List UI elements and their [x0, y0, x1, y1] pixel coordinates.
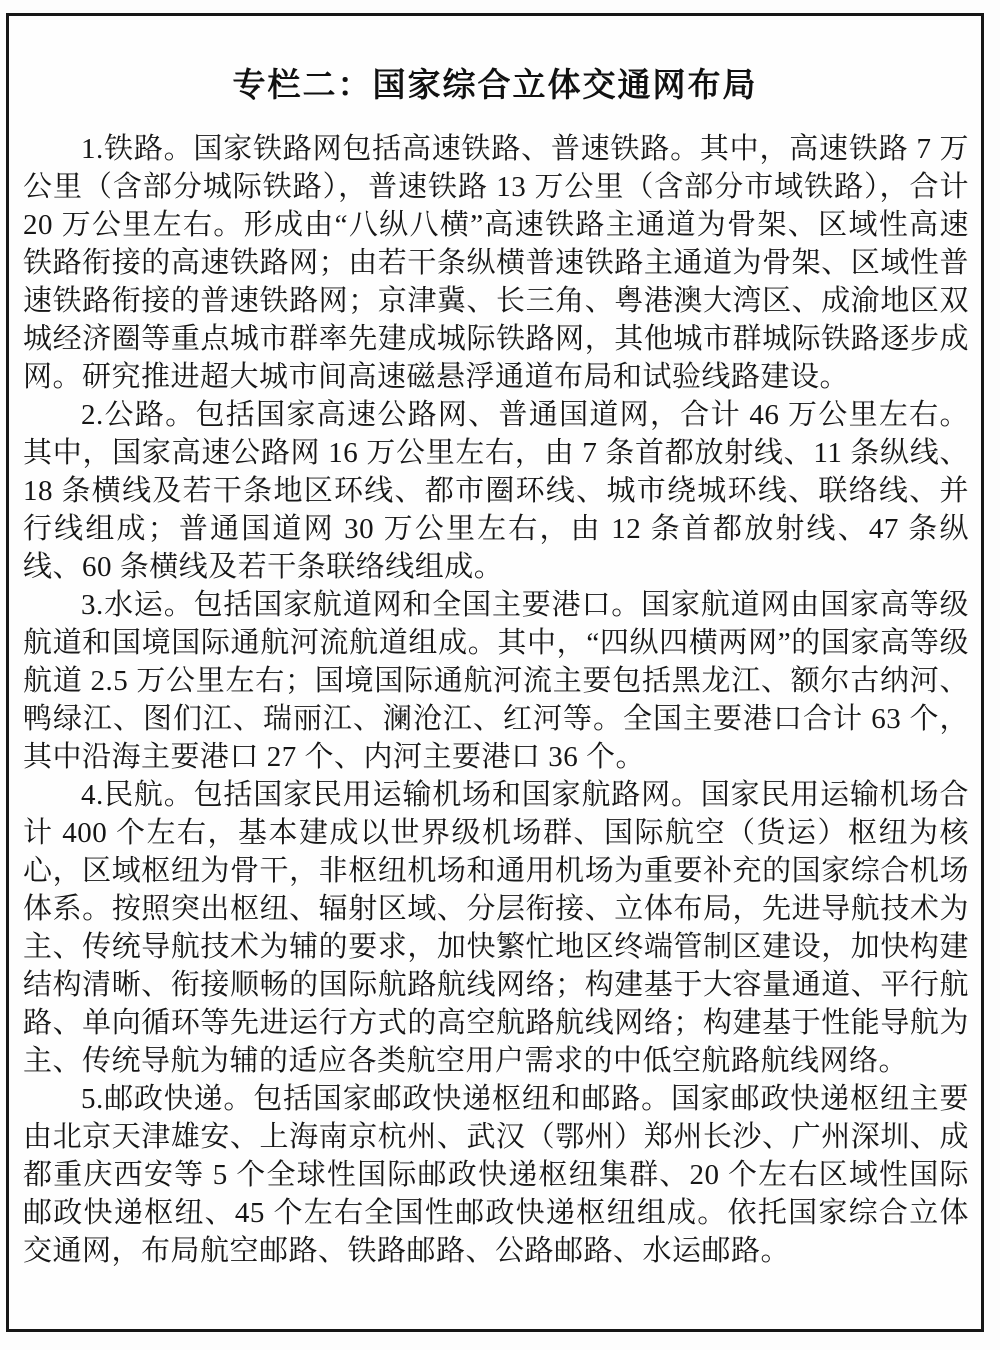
column-box-frame — [6, 13, 984, 1332]
paragraph-postal-express: 5.邮政快递。包括国家邮政快递枢纽和邮路。国家邮政快递枢纽主要由北京天津雄安、上海南京杭州、武汉（鄂州）郑州长沙、广州深圳、成都重庆西安等 5 个全球性国际邮政快递枢纽集群、20 个左右区域性国际邮政快递枢纽、45 个左右全国性邮政快递枢纽组成。依托国家综合立体交通网，布局航空邮路、铁路邮路、公路邮路、水运邮路。 — [23, 1083, 969, 1267]
paragraph-water-transport: 3.水运。包括国家航道网和全国主要港口。国家航道网由国家高等级航道和国境国际通航河流航道组成。其中，“四纵四横两网”的国家高等级航道 2.5 万公里左右；国境国际通航河流主要包括黑龙江、额尔古纳河、鸭绿江、图们江、瑞丽江、澜沧江、红河等。全国主要港口合计 63 个，其中沿海主要港口 27 个、内河主要港口 36 个。 — [23, 589, 969, 773]
paragraph-civil-aviation: 4.民航。包括国家民用运输机场和国家航路网。国家民用运输机场合计 400 个左右，基本建成以世界级机场群、国际航空（货运）枢纽为核心，区域枢纽为骨干，非枢纽机场和通用机场为重要补充的国家综合机场体系。按照突出枢纽、辐射区域、分层衔接、立体布局，先进导航技术为主、传统导航技术为辅的要求，加快繁忙地区终端管制区建设，加快构建结构清晰、衔接顺畅的国际航路航线网络；构建基于大容量通道、平行航路、单向循环等先进运行方式的高空航路航线网络；构建基于性能导航为主、传统导航为辅的适应各类航空用户需求的中低空航路航线网络。 — [23, 779, 969, 1077]
paragraph-highway: 2.公路。包括国家高速公路网、普通国道网，合计 46 万公里左右。其中，国家高速公路网 16 万公里左右，由 7 条首都放射线、11 条纵线、18 条横线及若干条地区环线、都市圈环线、城市绕城环线、联络线、并行线组成；普通国道网 30 万公里左右，由 12 条首都放射线、47 条纵线、60 条横线及若干条联络线组成。 — [23, 399, 969, 583]
column-body — [23, 130, 969, 1270]
column-title: 专栏二：国家综合立体交通网布局 — [232, 66, 758, 103]
paragraph-railway: 1.铁路。国家铁路网包括高速铁路、普速铁路。其中，高速铁路 7 万公里（含部分城际铁路），普速铁路 13 万公里（含部分市域铁路），合计 20 万公里左右。形成由“八纵八横”高速铁路主通道为骨架、区域性高速铁路衔接的高速铁路网；由若干条纵横普速铁路主通道为骨架、区域性普速铁路衔接的普速铁路网；京津冀、长三角、粤港澳大湾区、成渝地区双城经济圈等重点城市群率先建成城际铁路网，其他城市群城际铁路逐步成网。研究推进超大城市间高速磁悬浮通道布局和试验线路建设。 — [23, 133, 969, 393]
